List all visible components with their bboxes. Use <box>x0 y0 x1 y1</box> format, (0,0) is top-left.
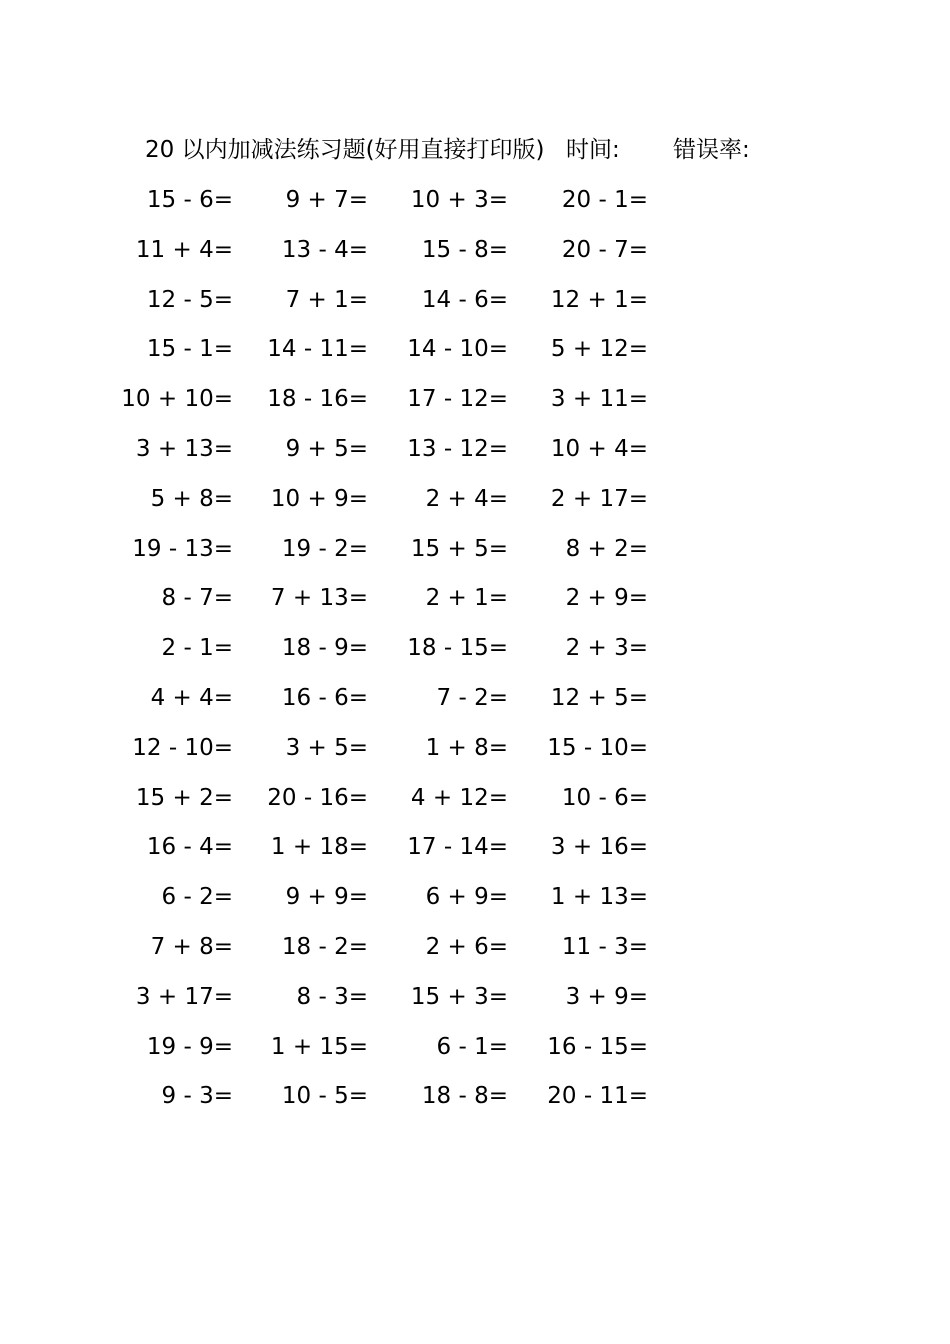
problem-item: 2 + 3= <box>565 635 648 662</box>
problem-item: 14 - 10= <box>407 336 508 363</box>
problem-item: 9 + 5= <box>285 436 368 462</box>
problem-item: 13 - 4= <box>281 236 368 263</box>
problem-row <box>0 778 950 818</box>
problem-item: 17 - 14= <box>407 834 508 861</box>
problem-item: 18 - 2= <box>281 934 368 960</box>
worksheet-title: 20 以内加减法练习题(好用直接打印版) <box>145 137 545 163</box>
problem-item: 15 + 2= <box>135 784 233 811</box>
problem-item: 10 + 3= <box>410 187 508 213</box>
problem-row <box>0 529 950 569</box>
problem-item: 13 - 12= <box>407 436 508 462</box>
problem-item: 6 - 1= <box>436 1033 508 1060</box>
problem-item: 18 - 9= <box>281 635 368 662</box>
problem-item: 18 - 8= <box>421 1083 508 1110</box>
problem-item: 1 + 15= <box>270 1033 368 1060</box>
problem-item: 4 + 12= <box>410 784 508 811</box>
problem-item: 7 + 13= <box>270 585 368 612</box>
problem-row <box>0 329 950 369</box>
problem-item: 2 + 4= <box>425 485 508 512</box>
problem-item: 2 + 17= <box>550 485 648 512</box>
problem-item: 10 + 9= <box>270 485 368 512</box>
problem-row <box>0 230 950 270</box>
problem-item: 12 + 5= <box>550 685 648 711</box>
problem-item: 20 - 1= <box>561 187 648 213</box>
problem-item: 20 - 7= <box>561 236 648 263</box>
problem-item: 2 + 6= <box>425 934 508 960</box>
problem-item: 10 - 6= <box>561 784 648 811</box>
problem-item: 11 - 3= <box>561 934 648 960</box>
problem-item: 10 + 10= <box>121 386 233 413</box>
problem-item: 3 + 9= <box>565 983 648 1010</box>
problem-item: 10 + 4= <box>550 436 648 462</box>
problem-item: 3 + 17= <box>135 983 233 1010</box>
problem-item: 14 - 6= <box>421 286 508 313</box>
problem-item: 7 + 8= <box>150 934 233 960</box>
problem-row <box>0 877 950 917</box>
problem-item: 15 - 1= <box>146 336 233 363</box>
problem-item: 10 - 5= <box>281 1083 368 1110</box>
problem-item: 2 + 1= <box>425 585 508 612</box>
problem-row <box>0 280 950 320</box>
problem-item: 16 - 6= <box>281 685 368 711</box>
problem-item: 15 - 10= <box>547 734 648 761</box>
problem-item: 16 - 15= <box>547 1033 648 1060</box>
problem-item: 16 - 4= <box>146 834 233 861</box>
problem-item: 6 + 9= <box>425 884 508 911</box>
error-rate-label: 错误率: <box>673 137 750 163</box>
problem-row <box>0 977 950 1017</box>
problem-item: 1 + 13= <box>550 884 648 911</box>
problem-item: 2 + 9= <box>565 585 648 612</box>
problem-item: 2 - 1= <box>161 635 233 662</box>
problem-item: 20 - 16= <box>267 784 368 811</box>
problem-item: 12 + 1= <box>550 286 648 313</box>
problem-item: 3 + 16= <box>550 834 648 861</box>
problem-item: 8 + 2= <box>565 535 648 562</box>
problem-item: 19 - 2= <box>281 535 368 562</box>
problem-item: 3 + 11= <box>550 386 648 413</box>
problem-item: 12 - 5= <box>146 286 233 313</box>
problem-item: 4 + 4= <box>150 685 233 711</box>
problem-item: 15 + 5= <box>410 535 508 562</box>
problem-item: 8 - 3= <box>296 983 368 1010</box>
problem-item: 14 - 11= <box>267 336 368 363</box>
problem-row <box>0 429 950 469</box>
problem-item: 6 - 2= <box>161 884 233 911</box>
problem-item: 7 + 1= <box>285 286 368 313</box>
problem-item: 8 - 7= <box>161 585 233 612</box>
problem-row <box>0 827 950 867</box>
problem-item: 19 - 13= <box>132 535 233 562</box>
problem-item: 15 - 8= <box>421 236 508 263</box>
problem-item: 9 + 9= <box>285 884 368 911</box>
problem-item: 18 - 16= <box>267 386 368 413</box>
problem-item: 9 + 7= <box>285 187 368 213</box>
problem-item: 9 - 3= <box>161 1083 233 1110</box>
problem-item: 15 + 3= <box>410 983 508 1010</box>
problem-item: 15 - 6= <box>146 187 233 213</box>
problem-item: 5 + 8= <box>150 485 233 512</box>
problem-item: 12 - 10= <box>132 734 233 761</box>
problem-item: 5 + 12= <box>550 336 648 363</box>
problem-item: 7 - 2= <box>436 685 508 711</box>
problem-row <box>0 180 950 220</box>
problem-row <box>0 578 950 618</box>
problem-row <box>0 678 950 718</box>
time-label: 时间: <box>566 137 620 163</box>
problem-item: 3 + 13= <box>135 436 233 462</box>
problem-item: 1 + 8= <box>425 734 508 761</box>
problem-item: 19 - 9= <box>146 1033 233 1060</box>
problem-row <box>0 379 950 419</box>
problem-row <box>0 728 950 768</box>
problem-item: 18 - 15= <box>407 635 508 662</box>
problem-row <box>0 1076 950 1116</box>
problem-row <box>0 1027 950 1067</box>
problem-row <box>0 628 950 668</box>
problem-row <box>0 927 950 967</box>
problem-item: 17 - 12= <box>407 386 508 413</box>
problem-item: 20 - 11= <box>547 1083 648 1110</box>
problem-item: 11 + 4= <box>135 236 233 263</box>
problem-row <box>0 479 950 519</box>
problem-item: 1 + 18= <box>270 834 368 861</box>
problem-item: 3 + 5= <box>285 734 368 761</box>
